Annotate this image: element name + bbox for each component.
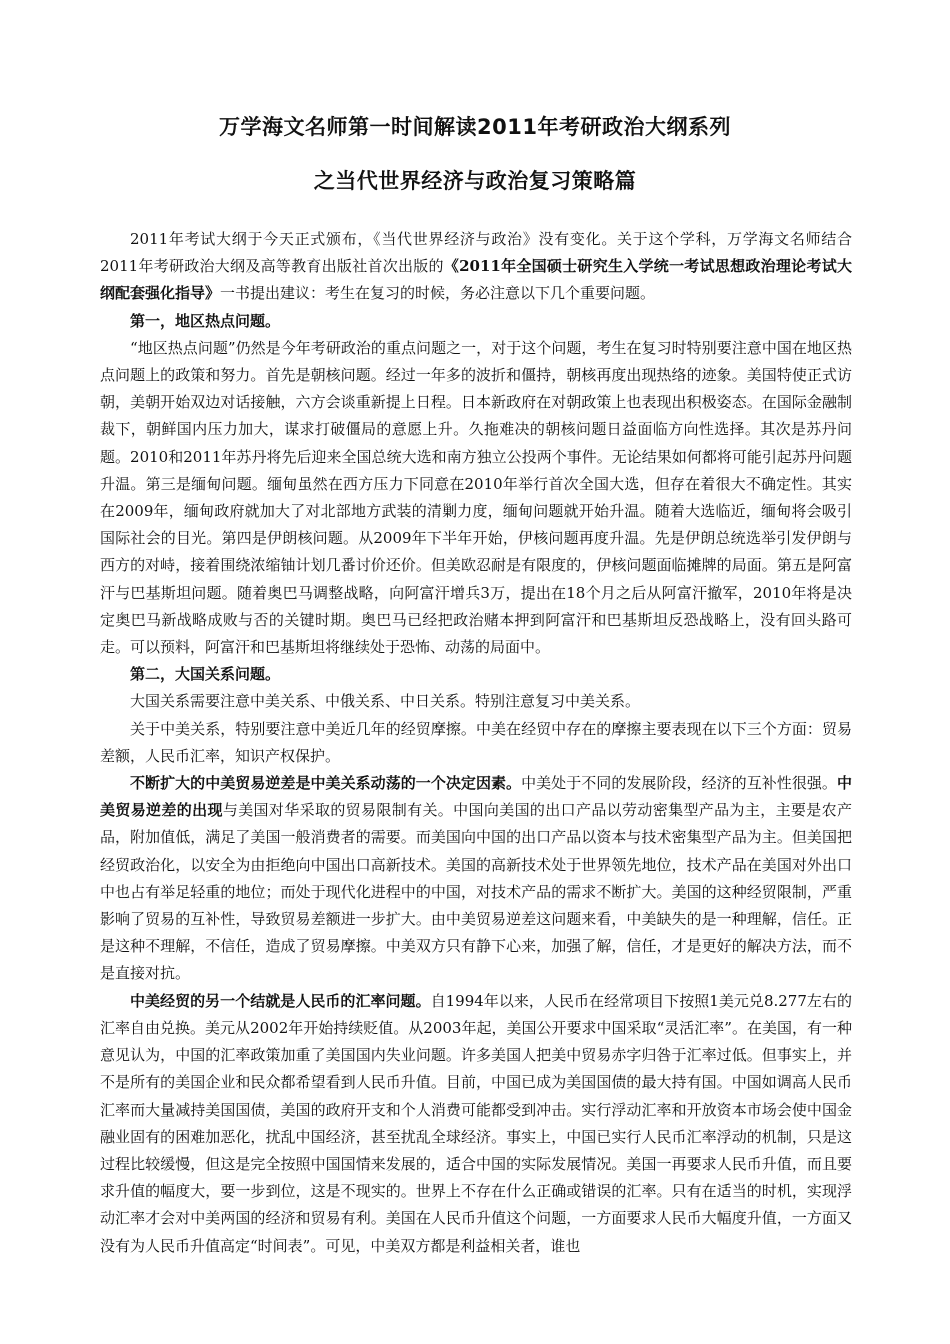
trade-deficit-emphasis: 中美贸易逆差的出现	[100, 774, 852, 820]
document-body	[100, 226, 852, 1260]
section2-heading: 第二，大国关系问题。	[130, 665, 281, 684]
exchange-rate-text: 自1994年以来，人民币在经常项目下按照1美元兑8.277左右的汇率自由兑换。美元从2002年开始持续贬值。从2003年起，美国公开要求中国采取“灵活汇率”。在美国，有一种意见认为，中国的汇率政策加重了美国国内失业问题。许多美国人把美中贸易赤字归咎于汇率过低。但事实上，并不是所有的美国企业和民众都希望看到人民币升值。目前，中国已成为美国国债的最大持有国。中国如调高人民币汇率而大量减持美国国债，美国的政府开支和个人消费可能都受到冲击。实行浮动汇率和开放资本市场会使中国金融业固有的困难加恶化，扰乱中国经济，甚至扰乱全球经济。事实上，中国已实行人民币汇率浮动的机制，只是这过程比较缓慢，但这是完全按照中国国情来发展的，适合中国的实际发展情况。美国一再要求人民币升值，而且要求升值的幅度大，要一步到位，这是不现实的。世界上不存在什么正确或错误的汇率。只有在适当的时机，实现浮动汇率才会对中美两国的经济和贸易有利。美国在人民币升值这个问题，一方面要求人民币大幅度升值，一方面又没有为人民币升值高定“时间表”。可见，中美双方都是利益相关者，谁也	[100, 991, 852, 1255]
section1-heading: 第一，地区热点问题。	[130, 311, 281, 330]
intro-book-title: 《2011年全国硕士研究生入学统一考试思想政治理论考试大纲配套强化指导》	[100, 257, 852, 303]
section2-paragraph-2: 关于中美关系，特别要注意中美近几年的经贸摩擦。中美在经贸中存在的摩擦主要表现在以下三个方面：贸易差额，人民币汇率，知识产权保护。	[100, 719, 852, 765]
exchange-rate-lead: 中美经贸的另一个结就是人民币的汇率问题。	[130, 991, 431, 1010]
trade-deficit-text-2: 与美国对华采取的贸易限制有关。中国向美国的出口产品以劳动密集型产品为主，主要是农产品，附加值低，满足了美国一般消费者的需要。而美国向中国的出口产品以资本与技术密集型产品为主。但美国把经贸政治化，以安全为由拒绝向中国出口高新技术。美国的高新技术处于世界领先地位，技术产品在美国对外出口中也占有举足轻重的地位；而处于现代化进程中的中国，对技术产品的需求不断扩大。美国的这种经贸限制，严重影响了贸易的互补性，导致贸易差额进一步扩大。由中美贸易逆差这问题来看，中美缺失的是一种理解，信任。正是这种不理解，不信任，造成了贸易摩擦。中美双方只有静下心来，加强了解，信任，才是更好的解决方法，而不是直接对抗。	[100, 801, 852, 983]
trade-deficit-lead: 不断扩大的中美贸易逆差是中美关系动荡的一个决定因素。	[130, 774, 522, 793]
document-title-line1: 万学海文名师第一时间解读2011年考研政治大纲系列	[219, 115, 731, 139]
section2-paragraph-3	[100, 770, 852, 988]
section2-paragraph-1: 大国关系需要注意中美关系、中俄关系、中日关系。特别注意复习中美关系。	[130, 692, 641, 711]
document-title-line2: 之当代世界经济与政治复习策略篇	[313, 169, 637, 193]
trade-deficit-text-1: 中美处于不同的发展阶段，经济的互补性很强。	[521, 774, 837, 793]
intro-paragraph	[100, 226, 852, 308]
section2-paragraph-4	[100, 988, 852, 1260]
intro-text-1: 2011年考试大纲于今天正式颁布，《当代世界经济与政治》没有变化。关于这个学科，万学海文名师结合2011年考研政治大纲及高等教育出版社首次出版的	[100, 230, 852, 276]
section1-paragraph: “地区热点问题”仍然是今年考研政治的重点问题之一，对于这个问题，考生在复习时特别要注意中国在地区热点问题上的政策和努力。首先是朝核问题。经过一年多的波折和僵持，朝核再度出现热络的迹象。美国特使正式访朝，美朝开始双边对话接触，六方会谈重新提上日程。日本新政府在对朝政策上也表现出积极姿态。在国际金融制裁下，朝鲜国内压力加大，谋求打破僵局的意愿上升。久拖难决的朝核问题日益面临方向性选择。其次是苏丹问题。2010和2011年苏丹将先后迎来全国总统大选和南方独立公投两个事件。无论结果如何都将可能引起苏丹问题升温。第三是缅甸问题。缅甸虽然在西方压力下同意在2010年举行首次全国大选，但存在着很大不确定性。其实在2009年，缅甸政府就加大了对北部地方武装的清剿力度，缅甸问题就开始升温。随着大选临近，缅甸将会吸引国际社会的目光。第四是伊朗核问题。从2009年下半年开始，伊核问题再度升温。先是伊朗总统选举引发伊朗与西方的对峙，接着围绕浓缩铀计划几番讨价还价。但美欧忍耐是有限度的，伊核问题面临摊牌的局面。第五是阿富汗与巴基斯坦问题。随着奥巴马调整战略，向阿富汗增兵3万，提出在18个月之后从阿富汗撤军，2010年将是决定奥巴马新战略成败与否的关键时期。奥巴马已经把政治赌本押到阿富汗和巴基斯坦反恐战略上，没有回头路可走。可以预料，阿富汗和巴基斯坦将继续处于恐怖、动荡的局面中。	[100, 338, 852, 657]
intro-text-2: 一书提出建议：考生在复习的时候，务必注意以下几个重要问题。	[220, 284, 656, 303]
